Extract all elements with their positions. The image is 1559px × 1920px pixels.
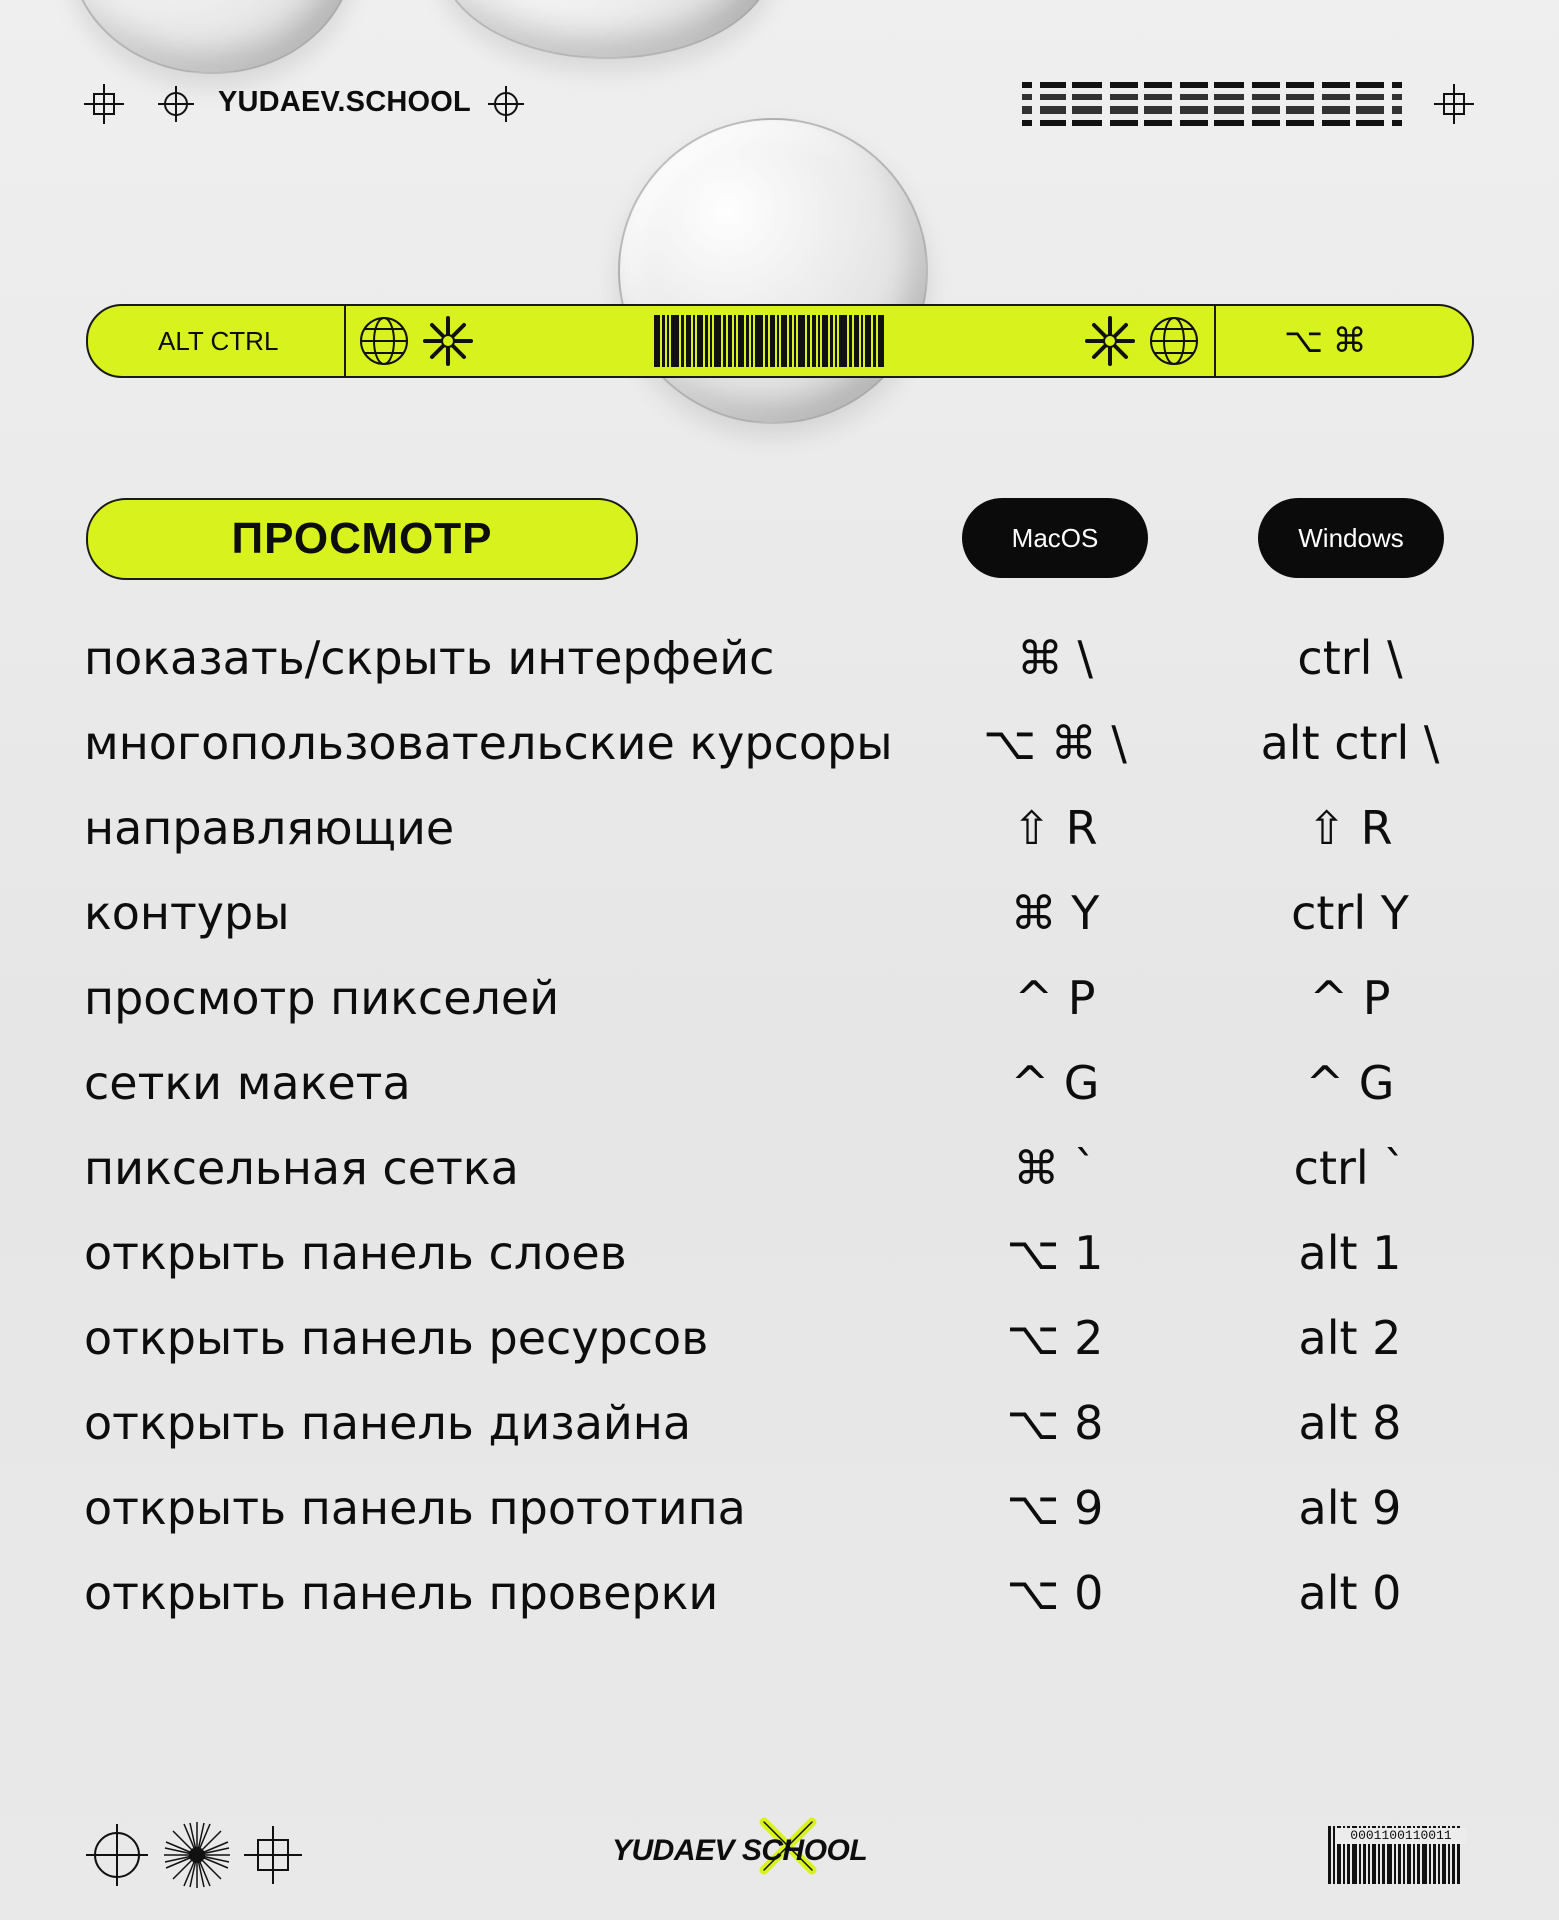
action-label: контуры (84, 886, 290, 940)
mac-shortcut: ⌘ ` (1013, 1141, 1097, 1195)
bar-divider (344, 306, 346, 376)
mac-shortcut: ⌘ Y (1010, 886, 1100, 940)
shortcut-bar (86, 304, 1474, 378)
barcode-number: 0001100110011 (1336, 1828, 1466, 1844)
bubble-center (618, 118, 928, 424)
action-label: показать/скрыть интерфейс (84, 631, 775, 685)
target-icon (488, 86, 524, 122)
action-label: сетки макета (84, 1056, 411, 1110)
mac-shortcut: ⌥ 0 (1006, 1566, 1104, 1620)
shortcut-row (0, 956, 1559, 1041)
shortcut-row (0, 871, 1559, 956)
win-shortcut: ctrl ` (1293, 1141, 1407, 1195)
action-label: открыть панель слоев (84, 1226, 627, 1280)
crosshair-icon (1434, 84, 1474, 124)
windows-column-header: Windows (1258, 498, 1444, 578)
mac-shortcut: ⌥ 1 (1006, 1226, 1104, 1280)
mac-shortcut: ⇧ R (1012, 801, 1098, 855)
win-shortcut: ^ P (1309, 971, 1391, 1025)
bubble-top-left (70, 0, 354, 74)
mac-shortcut: ⌥ 2 (1006, 1311, 1104, 1365)
bubble-top-center (440, 0, 774, 59)
shortcut-row (0, 1466, 1559, 1551)
mac-shortcut: ^ P (1014, 971, 1096, 1025)
shortcut-row (0, 1126, 1559, 1211)
shortcut-row (0, 786, 1559, 871)
win-shortcut: alt 0 (1298, 1566, 1402, 1620)
crosshair-icon (84, 84, 124, 124)
mac-shortcut: ^ G (1010, 1056, 1100, 1110)
win-shortcut: alt 2 (1298, 1311, 1402, 1365)
pixel-pattern-icon (1022, 78, 1402, 130)
target-icon (158, 86, 194, 122)
crosshair-icon (244, 1826, 302, 1884)
shortcut-row (0, 1296, 1559, 1381)
action-label: открыть панель прототипа (84, 1481, 746, 1535)
bar-divider (1214, 306, 1216, 376)
mac-shortcut: ⌥ 8 (1006, 1396, 1104, 1450)
win-shortcut: alt 1 (1298, 1226, 1402, 1280)
globe-icon (358, 315, 410, 367)
globe-icon (1148, 315, 1200, 367)
action-label: открыть панель проверки (84, 1566, 719, 1620)
win-shortcut: ctrl Y (1291, 886, 1409, 940)
spiral-burst-icon (1084, 315, 1136, 367)
win-shortcut: ^ G (1305, 1056, 1395, 1110)
brand-name[interactable]: YUDAEV.SCHOOL (218, 86, 471, 118)
shortcut-row (0, 701, 1559, 786)
mac-shortcut: ⌘ \ (1016, 631, 1094, 685)
bar-left-label: ALT CTRL (158, 326, 279, 356)
action-label: многопользовательские курсоры (84, 716, 893, 770)
starburst-icon (162, 1820, 232, 1890)
win-shortcut: ⇧ R (1307, 801, 1393, 855)
win-shortcut: alt 9 (1298, 1481, 1402, 1535)
shortcut-row (0, 1041, 1559, 1126)
target-icon (86, 1824, 148, 1886)
action-label: направляющие (84, 801, 455, 855)
macos-column-header: MacOS (962, 498, 1148, 578)
shortcut-row (0, 616, 1559, 701)
footer-barcode (1328, 1826, 1472, 1884)
mac-shortcut: ⌥ ⌘ \ (983, 716, 1127, 770)
footer-logo[interactable]: YUDAEV SCHOOL (612, 1834, 868, 1867)
shortcut-row (0, 1381, 1559, 1466)
section-title: ПРОСМОТР (86, 498, 638, 580)
action-label: открыть панель ресурсов (84, 1311, 709, 1365)
shortcut-row (0, 1211, 1559, 1296)
shortcut-row (0, 1551, 1559, 1636)
action-label: просмотр пикселей (84, 971, 560, 1025)
bar-right-label: ⌥ ⌘ (1284, 322, 1367, 360)
action-label: открыть панель дизайна (84, 1396, 692, 1450)
win-shortcut: alt ctrl \ (1260, 716, 1440, 770)
action-label: пиксельная сетка (84, 1141, 519, 1195)
mac-shortcut: ⌥ 9 (1006, 1481, 1104, 1535)
win-shortcut: alt 8 (1298, 1396, 1402, 1450)
win-shortcut: ctrl \ (1297, 631, 1403, 685)
barcode-icon (654, 315, 908, 367)
spiral-burst-icon (422, 315, 474, 367)
